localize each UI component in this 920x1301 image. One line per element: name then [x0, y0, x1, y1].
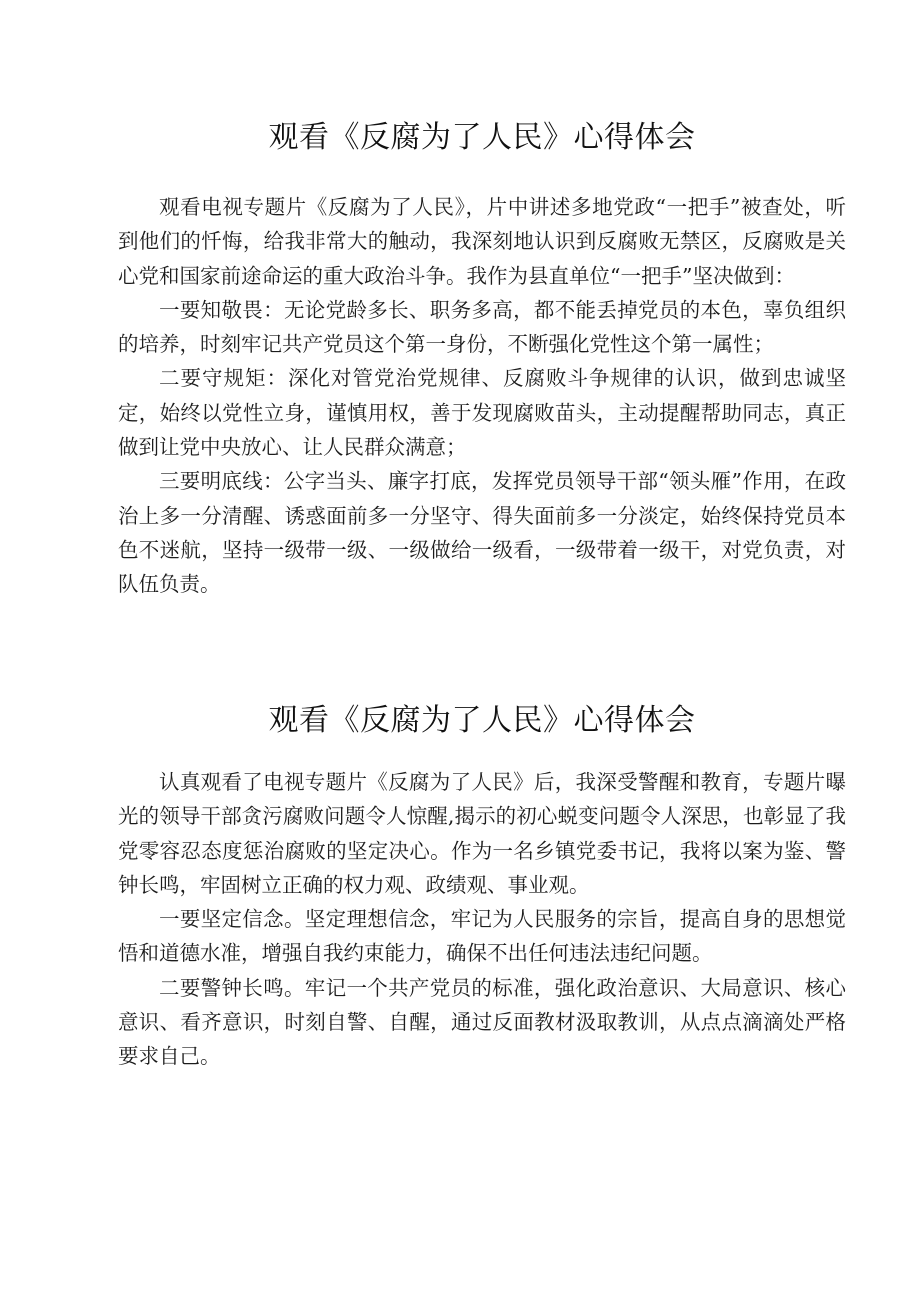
essay-title: 观看《反腐为了人民》心得体会 — [268, 703, 696, 738]
essay-paragraph: 一要知敬畏：无论党龄多长、职务多高，都不能丢掉党员的本色，辜负组织的培养，时刻牢记共产党员这个第一身份，不断强化党性这个第一属性； — [118, 297, 846, 357]
essay-paragraph: 认真观看了电视专题片《反腐为了人民》后，我深受警醒和教育，专题片曝光的领导干部贪污腐败问题令人惊醒,揭示的初心蜕变问题令人深思，也彰显了我党零容忍态度惩治腐败的坚定决心。作为一名乡镇党委书记，我将以案为鉴、警钟长鸣，牢固树立正确的权力观、政绩观、事业观。 — [118, 770, 846, 897]
essay-paragraph: 观看电视专题片《反腐为了人民》，片中讲述多地党政“一把手”被查处，听到他们的忏悔，给我非常大的触动，我深刻地认识到反腐败无禁区，反腐败是关心党和国家前途命运的重大政治斗争。我作为县直单位“一把手”坚决做到： — [118, 195, 846, 288]
essay-paragraph: 三要明底线：公字当头、廉字打底，发挥党员领导干部“领头雁”作用，在政治上多一分清醒、诱惑面前多一分坚守、得失面前多一分淡定，始终保持党员本色不迷航，坚持一级带一级、一级做给一级看，一级带着一级干，对党负责，对队伍负责。 — [118, 469, 846, 597]
essay-title: 观看《反腐为了人民》心得体会 — [268, 120, 696, 155]
essay-section-2 — [118, 697, 846, 1074]
essay-paragraph: 二要守规矩：深化对管党治党规律、反腐败斗争规律的认识，做到忠诚坚定，始终以党性立身，谨慎用权，善于发现腐败苗头，主动提醒帮助同志，真正做到让党中央放心、让人民群众满意； — [118, 366, 846, 460]
essay-paragraph: 一要坚定信念。坚定理想信念，牢记为人民服务的宗旨，提高自身的思想觉悟和道德水准，增强自我约束能力，确保不出任何违法违纪问题。 — [118, 907, 846, 966]
essay-paragraph: 二要警钟长鸣。牢记一个共产党员的标准，强化政治意识、大局意识、核心意识、看齐意识，时刻自警、自醒，通过反面教材汲取教训，从点点滴滴处严格要求自己。 — [118, 975, 846, 1069]
essay-section-1 — [118, 114, 846, 602]
